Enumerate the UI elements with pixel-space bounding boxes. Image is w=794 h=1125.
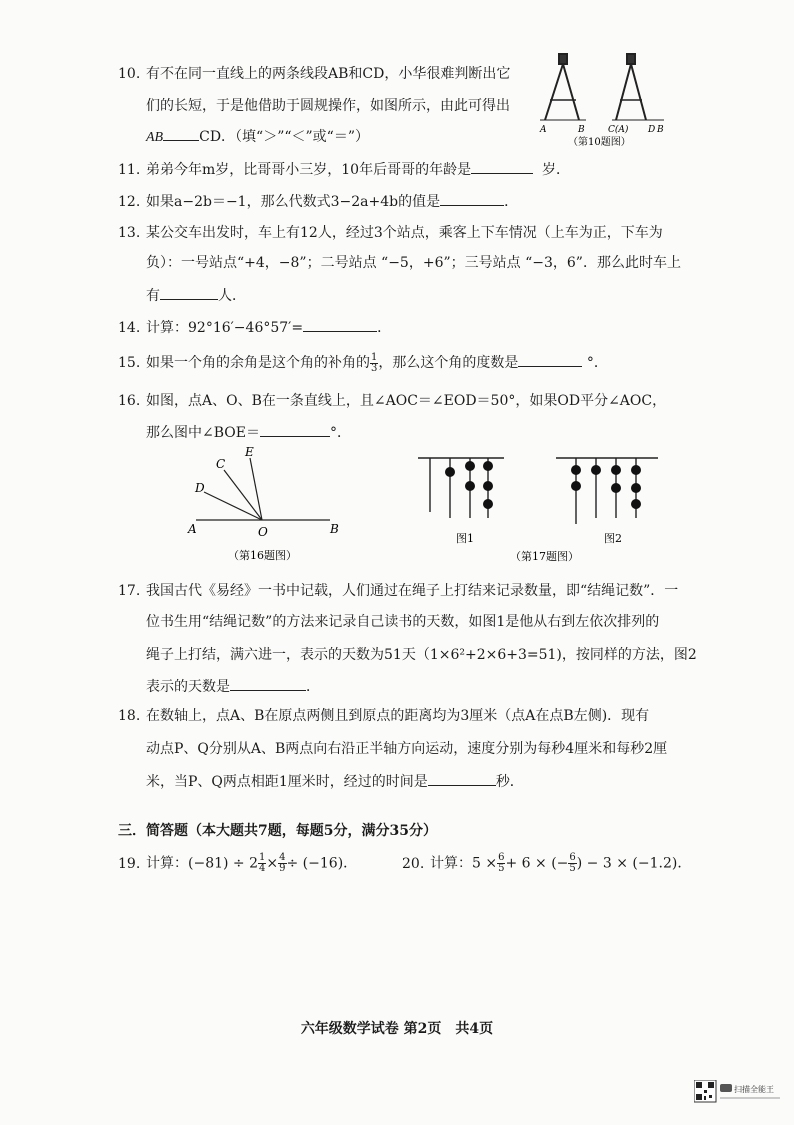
knot-figures xyxy=(418,452,658,564)
label-d: D xyxy=(195,481,205,495)
question-17-line1: 17. 我国古代《易经》一书中记载，人们通过在绳子上打结来记录数量，即“结绳记数”．一 xyxy=(118,583,679,599)
question-13-line3: 有 人． xyxy=(146,285,246,306)
label-a: A xyxy=(188,522,197,536)
question-13-line1: 13. 某公交车出发时，车上有12人，经过3个站点，乘客上下车情况（上车为正，下车为 xyxy=(118,225,663,241)
answer-blank[interactable] xyxy=(440,191,504,206)
answer-blank[interactable] xyxy=(471,159,533,174)
answer-blank[interactable] xyxy=(160,285,218,300)
label-a: A xyxy=(540,125,547,135)
question-15: 15. 如果一个角的余角是这个角的补角的 $\frac{1}{3}$ ，那么这个角的度数是 °． xyxy=(118,351,608,374)
question-13-line2: 负）：一号站点“+4，−8”；二号站点 “−5，+6”；三号站点 “−3，6”．那么此时车上 xyxy=(146,255,681,271)
angle-figure xyxy=(180,440,360,565)
question-18-line1: 18. 在数轴上，点A、B在原点两侧且到原点的距离均为3厘米（点A在点B左侧)．现有 xyxy=(118,708,650,724)
question-17-line4: 表示的天数是 ． xyxy=(146,676,320,697)
question-20: 20. 计算：5 × $\frac{6}{5}$ + 6 × (− $\frac{6}{5}$ ) − 3 × (−1.2)． xyxy=(402,852,692,874)
fraction: $\frac{1}{4}$ xyxy=(259,852,266,874)
answer-blank[interactable] xyxy=(230,676,306,691)
answer-blank[interactable] xyxy=(518,352,582,367)
fraction: $\frac{6}{5}$ xyxy=(498,852,505,874)
label-ca: C(A) xyxy=(608,125,629,135)
figure-17-caption: （第17题图） xyxy=(510,550,579,563)
fraction: $\frac{4}{9}$ xyxy=(279,852,286,874)
label-b2: B xyxy=(657,125,664,135)
question-18-line3: 米，当P、Q两点相距1厘米时，经过的时间是 秒． xyxy=(146,771,524,792)
question-16-line2: 那么图中∠BOE＝ °． xyxy=(146,422,351,443)
question-10-line2: 们的长短，于是他借助于圆规操作，如图所示，由此可得出 xyxy=(146,98,510,114)
question-12: 12. 如果a−2b＝−1，那么代数式3−2a+4b的值是 ． xyxy=(118,191,518,212)
compass-figure xyxy=(532,50,682,150)
question-19: 19. 计算：(−81) ÷ 2 $\frac{1}{4}$ × $\frac{4}{9}$ ÷ (−16)． xyxy=(118,852,358,874)
label-b: B xyxy=(330,522,339,536)
label-b: B xyxy=(578,125,585,135)
page-footer: 六年级数学试卷 第2页 共4页 xyxy=(300,1021,494,1037)
section-3-heading: 三．简答题（本大题共7题，每题5分，满分35分） xyxy=(118,823,437,839)
label-c: C xyxy=(216,457,226,471)
question-10-line1: 10. 有不在同一直线上的两条线段AB和CD，小华很难判断出它 xyxy=(118,66,511,82)
question-10-line3: AB CD．（填“＞”“＜”或“＝”） xyxy=(146,126,369,148)
label-d: D xyxy=(648,125,656,135)
label-o: O xyxy=(258,525,268,539)
question-17-line3: 绳子上打结，满六进一，表示的天数为51天（1×6²+2×6+3=51)，按同样的方法，图2 xyxy=(146,647,697,663)
question-16-line1: 16. 如图，点A、O、B在一条直线上，且∠AOC＝∠EOD＝50°，如果OD平分∠AOC， xyxy=(118,393,667,409)
figure-10-caption: （第10题图） xyxy=(568,137,631,148)
answer-blank[interactable] xyxy=(303,317,377,332)
answer-blank[interactable] xyxy=(428,771,496,786)
question-14: 14. 计算：92°16′−46°57′= ． xyxy=(118,317,391,338)
answer-blank[interactable] xyxy=(260,422,330,437)
question-17-line2: 位书生用“结绳记数”的方法来记录自己读书的天数，如图1是他从右到左依次排列的 xyxy=(146,614,660,630)
figure-16-caption: （第16题图） xyxy=(228,549,297,562)
label-e: E xyxy=(245,445,254,459)
question-18-line2: 动点P、Q分别从A、B两点向右沿正半轴方向运动，速度分别为每秒4厘米和每秒2厘 xyxy=(146,741,668,757)
scanner-watermark xyxy=(694,1080,782,1104)
figure-2-label: 图2 xyxy=(604,532,622,545)
question-11: 11. 弟弟今年m岁，比哥哥小三岁，10年后哥哥的年龄是 岁． xyxy=(118,159,570,180)
fraction: $\frac{6}{5}$ xyxy=(569,852,576,874)
answer-blank[interactable] xyxy=(163,126,199,141)
fraction: $\frac{1}{3}$ xyxy=(371,351,378,374)
figure-1-label: 图1 xyxy=(456,532,474,545)
scanner-text: 扫描全能王 xyxy=(734,1085,774,1094)
